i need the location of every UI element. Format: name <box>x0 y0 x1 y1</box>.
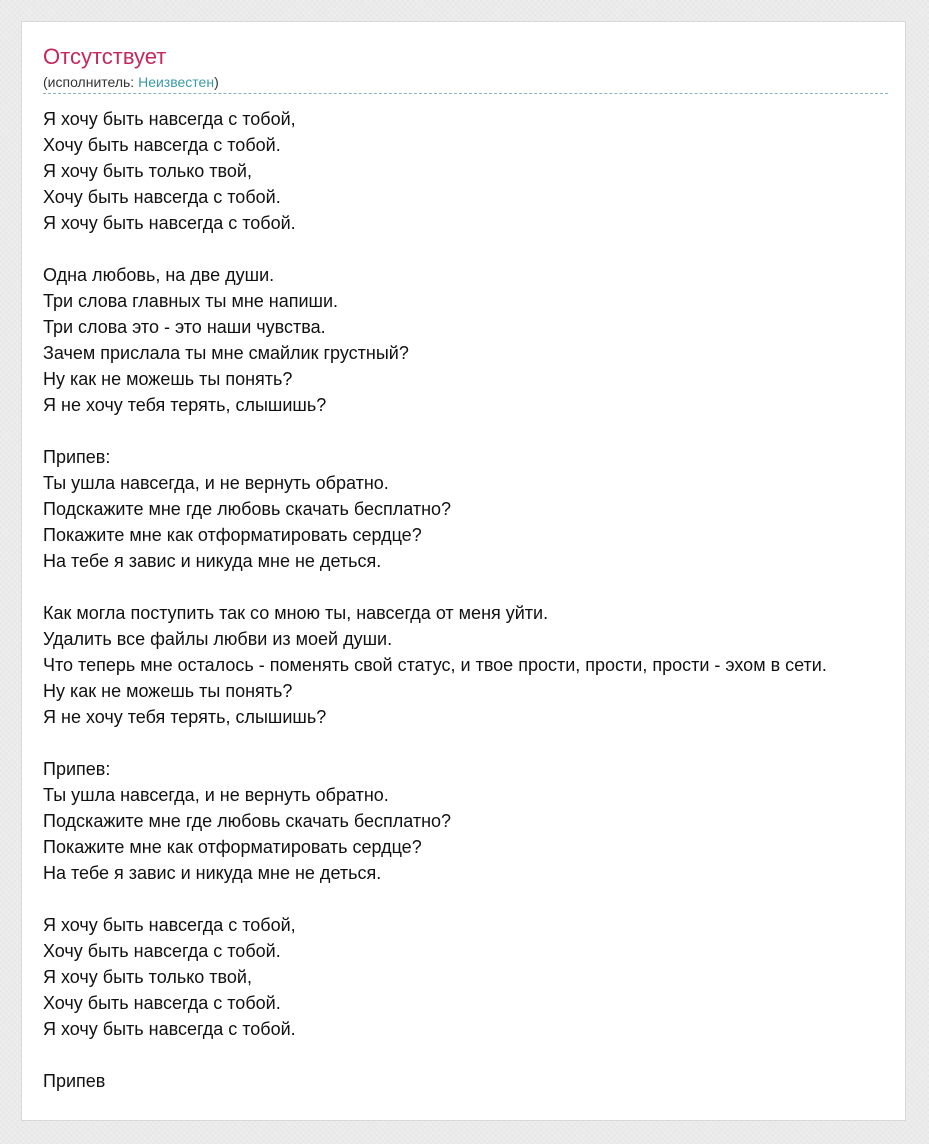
lyric-line: Я хочу быть навсегда с тобой. <box>43 1019 296 1039</box>
stanza-gap <box>43 886 929 912</box>
artist-suffix: ) <box>214 74 219 90</box>
stanza-gap <box>43 1042 929 1068</box>
stanza-gap <box>43 574 929 600</box>
lyric-line: Покажите мне как отформатировать сердце? <box>43 837 422 857</box>
lyric-line: Я хочу быть только твой, <box>43 967 252 987</box>
lyric-line: Подскажите мне где любовь скачать бесплатно? <box>43 811 452 831</box>
lyric-line: Я не хочу тебя терять, слышишь? <box>43 707 327 727</box>
lyric-line: Ну как не можешь ты понять? <box>43 681 293 701</box>
lyric-line: Хочу быть навсегда с тобой. <box>43 941 281 961</box>
stanza-gap <box>43 236 929 262</box>
lyric-line: Я хочу быть навсегда с тобой, <box>43 109 296 129</box>
lyric-line: Припев: <box>43 447 111 467</box>
lyric-line: Припев <box>43 1071 106 1091</box>
lyric-line: Хочу быть навсегда с тобой. <box>43 187 281 207</box>
lyric-line: На тебе я завис и никуда мне не деться. <box>43 551 382 571</box>
stanza-gap <box>43 730 929 756</box>
lyric-line: Я хочу быть навсегда с тобой, <box>43 915 296 935</box>
lyric-line: Как могла поступить так со мною ты, навсегда от меня уйти. <box>43 603 549 623</box>
lyric-line: Хочу быть навсегда с тобой. <box>43 993 281 1013</box>
lyric-line: Я не хочу тебя терять, слышишь? <box>43 395 327 415</box>
lyric-line: Я хочу быть навсегда с тобой. <box>43 213 296 233</box>
lyric-line: На тебе я завис и никуда мне не деться. <box>43 863 382 883</box>
lyric-line: Я хочу быть только твой, <box>43 161 252 181</box>
lyric-line: Что теперь мне осталось - поменять свой статус, и твое прости, прости, прости - эхом в сети. <box>43 655 827 675</box>
lyric-line: Припев: <box>43 759 111 779</box>
lyric-line: Хочу быть навсегда с тобой. <box>43 135 281 155</box>
lyric-line: Подскажите мне где любовь скачать бесплатно? <box>43 499 452 519</box>
lyric-line: Ты ушла навсегда, и не вернуть обратно. <box>43 473 389 493</box>
lyric-line: Три слова это - это наши чувства. <box>43 317 326 337</box>
lyric-line: Удалить все файлы любви из моей души. <box>43 629 393 649</box>
lyric-line: Ну как не можешь ты понять? <box>43 369 293 389</box>
lyric-line: Зачем прислала ты мне смайлик грустный? <box>43 343 409 363</box>
song-header <box>43 44 888 94</box>
lyrics-card <box>21 21 906 1121</box>
artist-line <box>43 73 888 94</box>
song-title: Отсутствует <box>43 44 167 69</box>
lyric-line: Покажите мне как отформатировать сердце? <box>43 525 422 545</box>
artist-prefix: (исполнитель: <box>43 74 139 90</box>
stanza-gap <box>43 418 929 444</box>
artist-link[interactable]: Неизвестен <box>138 74 215 90</box>
lyric-line: Ты ушла навсегда, и не вернуть обратно. <box>43 785 389 805</box>
lyrics-text <box>43 106 929 1094</box>
lyric-line: Три слова главных ты мне напиши. <box>43 291 339 311</box>
lyric-line: Одна любовь, на две души. <box>43 265 275 285</box>
